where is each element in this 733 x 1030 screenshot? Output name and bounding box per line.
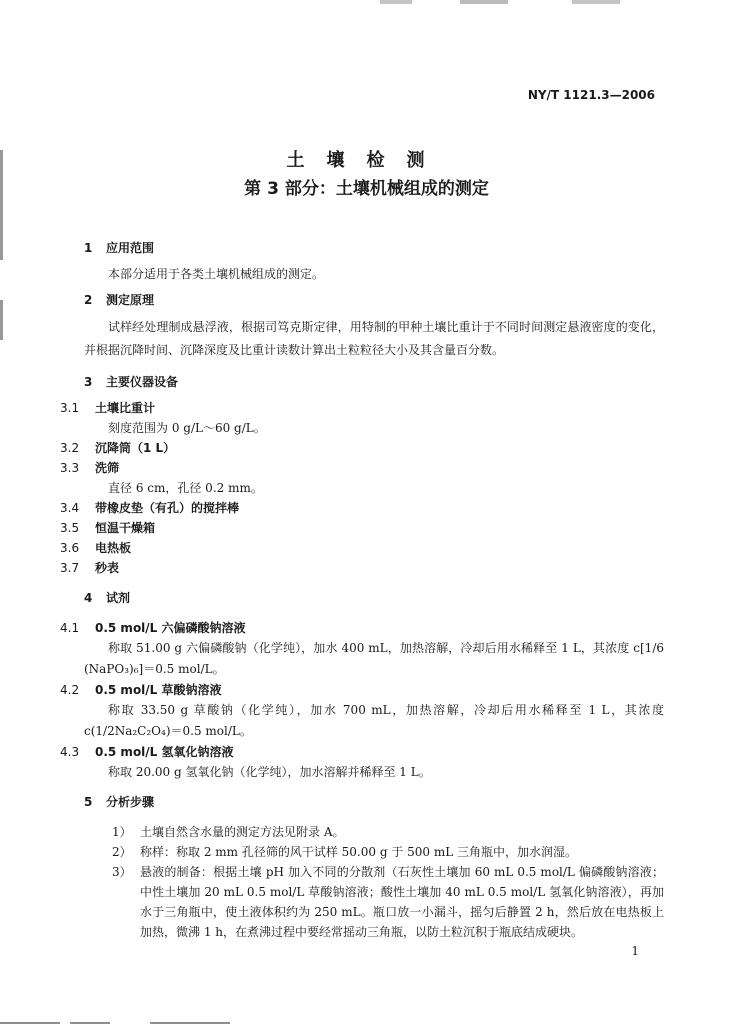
section-heading (84, 372, 664, 392)
subsection-heading (60, 558, 664, 578)
subsection-number: 3.3 (60, 461, 80, 475)
step-number: 3） (112, 865, 132, 879)
subsection-number: 4.1 (60, 621, 80, 635)
subsection-number: 4.3 (60, 745, 80, 759)
section-heading (84, 792, 664, 812)
scan-artifact-left (0, 300, 3, 340)
subsection-title: 0.5 mol/L 六偏磷酸钠溶液 (95, 621, 246, 635)
section-number: 1 (84, 241, 93, 255)
step-number: 1） (112, 825, 132, 839)
subsection-heading (60, 538, 664, 558)
paragraph: 称取 20.00 g 氢氧化钠（化学纯），加水溶解并稀释至 1 L。 (108, 765, 431, 779)
subsection-number: 3.2 (60, 441, 80, 455)
subsection-number: 3.6 (60, 541, 80, 555)
title-block (0, 146, 733, 199)
subsection-heading (60, 398, 664, 418)
step-number: 2） (112, 845, 132, 859)
subsection-number: 3.7 (60, 561, 80, 575)
subsection-heading (60, 498, 664, 518)
procedure-step (84, 822, 664, 842)
subsection-title: 带橡皮垫（有孔）的搅拌棒 (95, 501, 240, 515)
scan-artifact-bottom (70, 1022, 110, 1024)
procedure-step (84, 862, 664, 942)
subsection-title: 电热板 (95, 541, 132, 555)
subsection-title: 土壤比重计 (95, 401, 156, 415)
step-text: 土壤自然含水量的测定方法见附录 A。 (140, 825, 345, 839)
section-title: 试剂 (106, 591, 131, 605)
section-number: 4 (84, 591, 93, 605)
section-title: 应用范围 (106, 241, 155, 255)
subsection-heading (60, 618, 664, 638)
scan-artifact-bottom (150, 1022, 230, 1024)
paragraph: 称取 51.00 g 六偏磷酸钠（化学纯），加水 400 mL，加热溶解，冷却后用水稀释至 1 L，其浓度 c[1/6 (NaPO₃)₆]＝0.5 mol/L。 (84, 641, 664, 676)
section-heading (84, 588, 664, 608)
step-text: 悬液的制备：根据土壤 pH 加入不同的分散剂（石灰性土壤加 60 mL 0.5 mol/L 偏磷酸钠溶液；中性土壤加 20 mL 0.5 mol/L 草酸钠溶液；酸性土壤加 40 mL 0.5 mol/L 氢氧化钠溶液），再加水于三角瓶中，使土液体积约为 250 mL。瓶口放一小漏斗，摇匀后静置 2 h，然后放在电热板上加热，微沸 1 h，在煮沸过程中要经常摇动三角瓶，以防土粒沉积于瓶底结成硬块。 (140, 865, 664, 939)
subsection-title: 沉降筒（1 L） (95, 441, 176, 455)
subsection-heading (60, 680, 664, 700)
subsection-title: 0.5 mol/L 氢氧化钠溶液 (95, 745, 234, 759)
subsection-title: 恒温干燥箱 (95, 521, 156, 535)
subsection-title: 洗筛 (95, 461, 120, 475)
subsection-heading (60, 438, 664, 458)
section-title: 测定原理 (106, 293, 155, 307)
subsection-number: 3.5 (60, 521, 80, 535)
subsection-note: 直径 6 cm，孔径 0.2 mm。 (108, 481, 263, 495)
section-number: 3 (84, 375, 93, 389)
subsection-number: 3.4 (60, 501, 80, 515)
subsection-heading (60, 742, 664, 762)
step-text: 称样：称取 2 mm 孔径筛的风干试样 50.00 g 于 500 mL 三角瓶中，加水润湿。 (140, 845, 578, 859)
document-title: 土壤检测 (286, 150, 447, 171)
page-number: 1 (631, 944, 639, 958)
section-heading (84, 290, 664, 310)
paragraph: 称取 33.50 g 草酸钠（化学纯），加水 700 mL，加热溶解，冷却后用水稀释至 1 L，其浓度 c(1/2Na₂C₂O₄)＝0.5 mol/L。 (84, 703, 664, 738)
subsection-number: 3.1 (60, 401, 80, 415)
document-subtitle: 第 3 部分：土壤机械组成的测定 (244, 179, 489, 199)
subsection-title: 秒表 (95, 561, 120, 575)
subsection-note: 刻度范围为 0 g/L～60 g/L。 (108, 421, 266, 435)
subsection-heading (60, 458, 664, 478)
section-title: 主要仪器设备 (106, 375, 179, 389)
scan-artifact-top (380, 0, 700, 4)
subsection-number: 4.2 (60, 683, 80, 697)
procedure-step (84, 842, 664, 862)
section-number: 2 (84, 293, 93, 307)
section-title: 分析步骤 (106, 795, 155, 809)
standard-code: NY/T 1121.3—2006 (527, 88, 655, 102)
scan-artifact-bottom (0, 1022, 60, 1024)
section-number: 5 (84, 795, 93, 809)
document-body (60, 238, 664, 942)
subsection-heading (60, 518, 664, 538)
subsection-title: 0.5 mol/L 草酸钠溶液 (95, 683, 222, 697)
section-heading (84, 238, 664, 258)
paragraph: 试样经处理制成悬浮液，根据司笃克斯定律，用特制的甲种土壤比重计于不同时间测定悬液密度的变化，并根据沉降时间、沉降深度及比重计读数计算出土粒粒径大小及其含量百分数。 (84, 320, 664, 357)
paragraph: 本部分适用于各类土壤机械组成的测定。 (108, 267, 325, 281)
